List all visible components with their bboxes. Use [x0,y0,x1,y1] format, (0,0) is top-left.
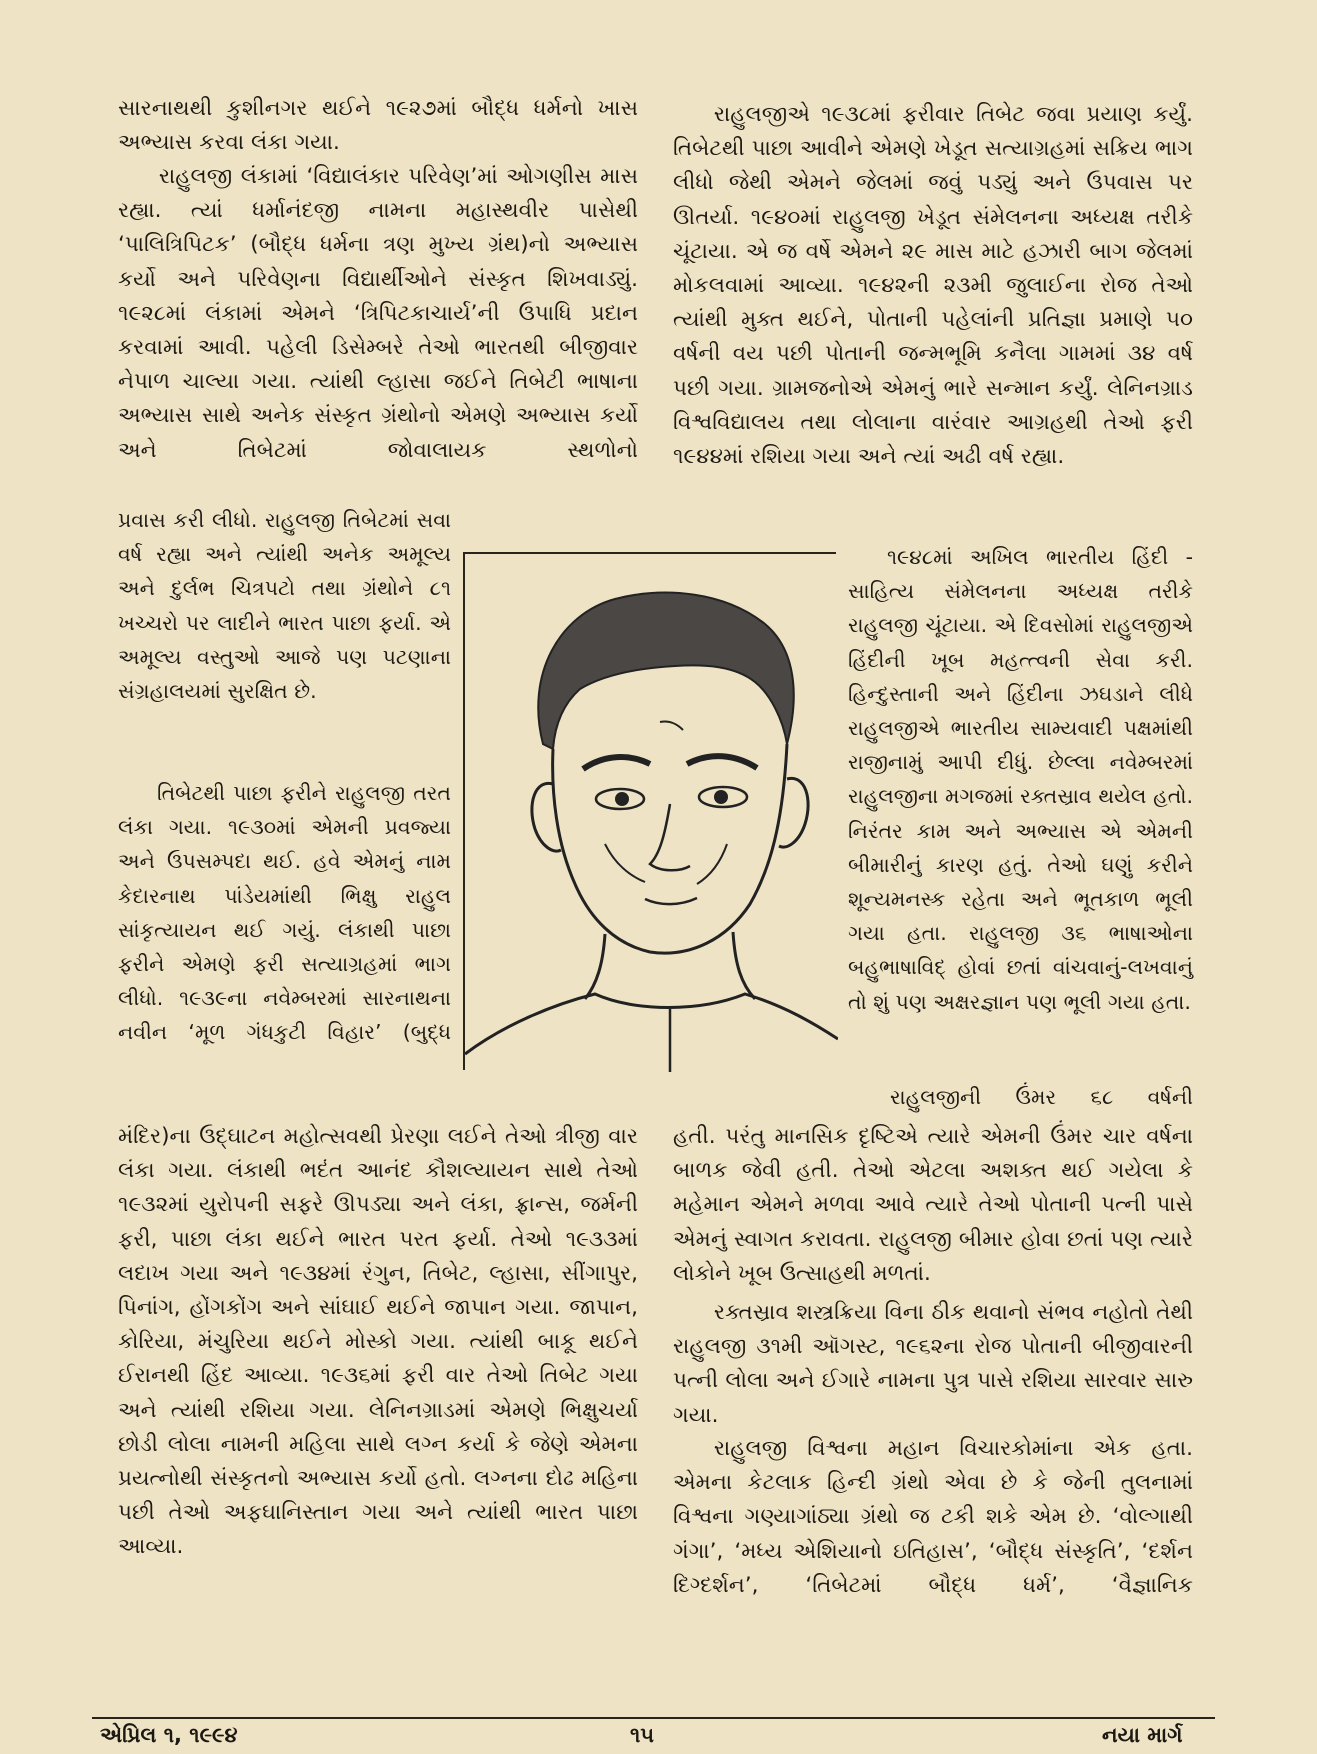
right-paragraph-5: રાહુલજી વિશ્વના મહાન વિચારકોમાંના એક હતા. એમના કેટલાક હિન્દી ગ્રંથો એવા છે કે જેની તુલનામાં વિશ્વના ગણ્યાગાંઠ્યા ગ્રંથો જ ટકી શકે એમ છે. ‘વોલ્ગાથી ગંગા’, ‘મધ્ય એશિયાનો ઇતિહાસ’, ‘બૌદ્ધ સંસ્કૃતિ’, ‘દર્શન દિગ્દર્શન’, ‘તિબેટમાં બૌદ્ધ ધર્મ’, ‘વૈજ્ઞાનિક [673,1436,1193,1598]
footer-date: એપ્રિલ ૧, ૧૯૯૪ [100,1723,238,1747]
left-paragraph-1: સારનાથથી કુશીનગર થઈને ૧૯૨૭માં બૌદ્ધ ધર્મનો ખાસ અભ્યાસ કરવા લંકા ગયા. [118,96,638,156]
portrait-illustration [463,552,836,1070]
right-paragraph-3: હતી. પરંતુ માનસિક દૃષ્ટિએ ત્યારે એમની ઉંમર ચાર વર્ષના બાળક જેવી હતી. તેઓ એટલા અશક્ત થઈ ગયેલા કે મહેમાન એમને મળવા આવે ત્યારે તેઓ પોતાની પત્ની પાસે એમનું સ્વાગત કરાવતા. રાહુલજી બીમાર હોવા છતાં પણ ત્યારે લોકોને ખૂબ ઉત્સાહથી મળતાં. [673,1124,1193,1286]
footer-magazine-name: નયા માર્ગ [1102,1723,1183,1747]
right-paragraph-4: રક્તસ્રાવ શસ્ત્રક્રિયા વિના ઠીક થવાનો સંભવ નહોતો તેથી રાહુલજી ૩૧મી ઑગસ્ટ, ૧૯૬૨ના રોજ પોતાની બીજીવારની પત્ની લોલા અને ઈગારે નામના પુત્ર પાસે રશિયા સારવાર સારુ ગયા. [673,1300,1193,1428]
portrait-drawing [465,554,838,1072]
right-paragraph-2: ૧૯૪૮માં અખિલ ભારતીય હિંદી - સાહિત્ય સંમેલનના અધ્યક્ષ તરીકે રાહુલજી ચૂંટાયા. એ દિવસોમાં રાહુલજીએ હિંદીની ખૂબ મહત્ત્વની સેવા કરી. હિન્દુસ્તાની અને હિંદીના ઝઘડાને લીધે રાહુલજીએ ભારતીય સામ્યવાદી પક્ષમાંથી રાજીનામું આપી દીધું. છેલ્લા નવેમ્બરમાં રાહુલજીના મગજમાં રક્તસ્રાવ થયેલ હતો. નિરંતર કામ અને અભ્યાસ એ એમની બીમારીનું કારણ હતું. તેઓ ઘણું કરીને શૂન્યમનસ્ક રહેતા અને ભૂતકાળ ભૂલી ગયા હતા. રાહુલજી ૩૬ ભાષાઓના બહુભાષાવિદ્ હોવાં છતાં વાંચવાનું-લખવાનું તો શું પણ અક્ષરજ્ઞાન પણ ભૂલી ગયા હતા. [848,545,1193,1014]
right-paragraph-1: રાહુલજીએ ૧૯૩૮માં ફરીવાર તિબેટ જવા પ્રયાણ કર્યું. તિબેટથી પાછા આવીને એમણે ખેડૂત સત્યાગ્રહમાં સક્રિય ભાગ લીધો જેથી એમને જેલમાં જવું પડ્યું અને ઉપવાસ પર ઊતર્યા. ૧૯૪૦માં રાહુલજી ખેડૂત સંમેલનના અધ્યક્ષ તરીકે ચૂંટાયા. એ જ વર્ષે એમને ૨૯ માસ માટે હઝારી બાગ જેલમાં મોકલવામાં આવ્યા. ૧૯૪૨ની ૨૩મી જુલાઈના રોજ તેઓ ત્યાંથી મુક્ત થઈને, પોતાની પહેલાંની પ્રતિજ્ઞા પ્રમાણે ૫૦ વર્ષની વય પછી પોતાની જન્મભૂમિ કનૈલા ગામમાં ૩૪ વર્ષ પછી ગયા. ગ્રામજનોએ એમનું ભારે સન્માન કર્યું. લેનિનગ્રાડ વિશ્વવિદ્યાલય તથા લોલાના વારંવાર આગ્રહથી તેઓ ફરી ૧૯૪૪માં રશિયા ગયા અને ત્યાં અઢી વર્ષ રહ્યા. [673,102,1193,470]
left-paragraph-2-tail: પ્રવાસ કરી લીધો. રાહુલજી તિબેટમાં સવા વર્ષ રહ્યા અને ત્યાંથી અનેક અમૂલ્ય અને દુર્લભ ચિત્રપટો તથા ગ્રંથોને ૮૧ ખચ્ચરો પર લાદીને ભારત પાછા ફર્યા. એ અમૂલ્ય વસ્તુઓ આજે પણ પટણાના સંગ્રહાલયમાં સુરક્ષિત છે. [118,508,451,704]
footer-rule [92,1717,1215,1719]
right-paragraph-3-head: રાહુલજીની ઉંમર ૬૮ વર્ષની [890,1085,1193,1109]
left-paragraph-2: રાહુલજી લંકામાં ‘વિદ્યાલંકાર પરિવેણ’માં ઓગણીસ માસ રહ્યા. ત્યાં ધર્માનંદજી નામના મહાસ્થવીર પાસેથી ‘પાલિત્રિપિટક’ (બૌદ્ધ ધર્મના ત્રણ મુખ્ય ગ્રંથ)નો અભ્યાસ કર્યો અને પરિવેણના વિદ્યાર્થીઓને સંસ્કૃત શિખવાડ્યું. ૧૯૨૮માં લંકામાં એમને ‘ત્રિપિટકાચાર્ય’ની ઉપાધિ પ્રદાન કરવામાં આવી. પહેલી ડિસેમ્બરે તેઓ ભારતથી બીજીવાર નેપાળ ચાલ્યા ગયા. ત્યાંથી લ્હાસા જઈને તિબેટી ભાષાના અભ્યાસ સાથે અનેક સંસ્કૃત ગ્રંથોનો એમણે અભ્યાસ કર્યો અને તિબેટમાં જોવાલાયક સ્થળોનો [118,164,638,463]
footer-page-number: ૧૫ [630,1723,655,1747]
left-paragraph-3: તિબેટથી પાછા ફરીને રાહુલજી તરત લંકા ગયા. ૧૯૩૦માં એમની પ્રવજ્યા અને ઉપસમ્પદા થઈ. હવે એમનું નામ કેદારનાથ પાંડેયમાંથી ભિક્ષુ રાહુલ સાંકૃત્યાયન થઈ ગયું. લંકાથી પાછા ફરીને એમણે ફરી સત્યાગ્રહમાં ભાગ લીધો. ૧૯૩૯ના નવેમ્બરમાં સારનાથના નવીન ‘મૂળ ગંધકુટી વિહાર’ (બુદ્ધ [118,781,451,1045]
left-paragraph-3-tail: મંદિર)ના ઉદ્‌ઘાટન મહોત્સવથી પ્રેરણા લઈને તેઓ ત્રીજી વાર લંકા ગયા. લંકાથી ભદંત આનંદ કૌશલ્યાયન સાથે તેઓ ૧૯૩૨માં યુરોપની સફરે ઊપડ્યા અને લંકા, ફ્રાન્સ, જર્મની ફરી, પાછા લંકા થઈને ભારત પરત ફર્યા. તેઓ ૧૯૩૩માં લદાખ ગયા અને ૧૯૩૪માં રંગુન, તિબેટ, લ્હાસા, સીંગાપુર, પિનાંગ, હોંગકોંગ અને સાંઘાઈ થઈને જાપાન ગયા. જાપાન, કોરિયા, મંચુરિયા થઈને મોસ્કો ગયા. ત્યાંથી બાકૂ થઈને ઈરાનથી હિંદ આવ્યા. ૧૯૩૬માં ફરી વાર તેઓ તિબેટ ગયા અને ત્યાંથી રશિયા ગયા. લેનિનગ્રાડમાં એમણે ભિક્ષુચર્યા છોડી લોલા નામની મહિલા સાથે લગ્ન કર્યા કે જેણે એમના પ્રયત્નોથી સંસ્કૃતનો અભ્યાસ કર્યો હતો. લગ્નના દોઢ મહિના પછી તેઓ અફઘાનિસ્તાન ગયા અને ત્યાંથી ભારત પાછા આવ્યા. [118,1124,638,1560]
